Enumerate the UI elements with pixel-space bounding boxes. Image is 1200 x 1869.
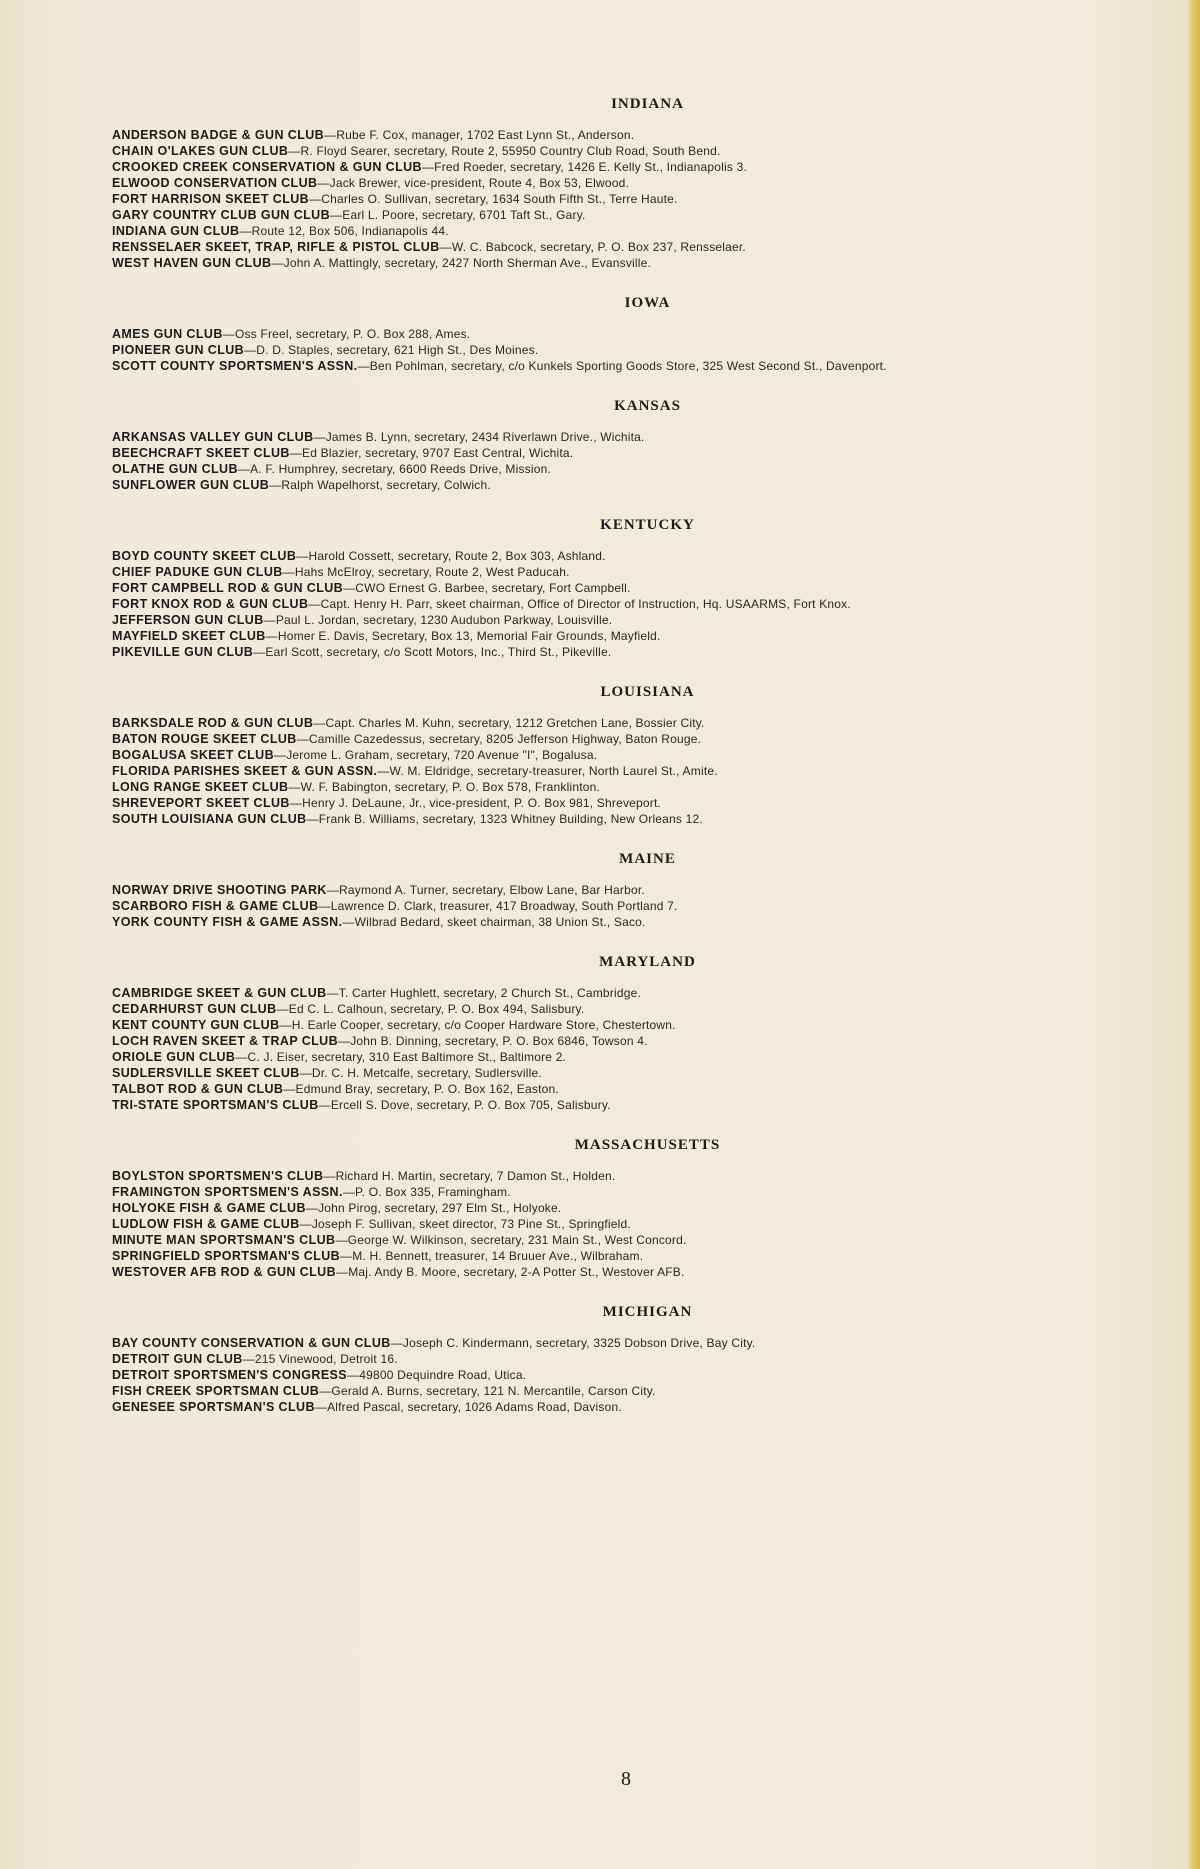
club-entry bbox=[112, 1367, 1157, 1383]
club-contact: —James B. Lynn, secretary, 2434 Riverlawn Drive., Wichita. bbox=[313, 430, 645, 444]
club-contact: —215 Vinewood, Detroit 16. bbox=[242, 1352, 398, 1366]
club-contact: —Joseph C. Kindermann, secretary, 3325 Dobson Drive, Bay City. bbox=[390, 1336, 756, 1350]
club-entry bbox=[112, 1383, 1157, 1399]
club-contact: —Earl Scott, secretary, c/o Scott Motors, Inc., Third St., Pikeville. bbox=[253, 645, 612, 659]
state-section bbox=[112, 1137, 1157, 1280]
club-name: CAMBRIDGE SKEET & GUN CLUB bbox=[112, 986, 327, 1000]
club-directory bbox=[112, 96, 1157, 1439]
club-contact: —John B. Dinning, secretary, P. O. Box 6846, Towson 4. bbox=[338, 1034, 648, 1048]
club-contact: —Edmund Bray, secretary, P. O. Box 162, Easton. bbox=[283, 1082, 559, 1096]
club-name: INDIANA GUN CLUB bbox=[112, 224, 240, 238]
club-name: SOUTH LOUISIANA GUN CLUB bbox=[112, 812, 307, 826]
club-contact: —Maj. Andy B. Moore, secretary, 2-A Potter St., Westover AFB. bbox=[336, 1265, 685, 1279]
club-contact: —Capt. Charles M. Kuhn, secretary, 1212 Gretchen Lane, Bossier City. bbox=[313, 716, 705, 730]
club-name: ARKANSAS VALLEY GUN CLUB bbox=[112, 430, 314, 444]
club-contact: —Ed C. L. Calhoun, secretary, P. O. Box 494, Salisbury. bbox=[276, 1002, 585, 1016]
club-name: SHREVEPORT SKEET CLUB bbox=[112, 796, 290, 810]
club-contact: —Earl L. Poore, secretary, 6701 Taft St., Gary. bbox=[330, 208, 586, 222]
club-contact: —Raymond A. Turner, secretary, Elbow Lane, Bar Harbor. bbox=[326, 883, 645, 897]
club-contact: —T. Carter Hughlett, secretary, 2 Church St., Cambridge. bbox=[326, 986, 642, 1000]
club-contact: —Henry J. DeLaune, Jr., vice-president, P. O. Box 981, Shreveport. bbox=[289, 796, 662, 810]
club-contact: —Paul L. Jordan, secretary, 1230 Audubon Parkway, Louisville. bbox=[263, 613, 613, 627]
club-name: SUNFLOWER GUN CLUB bbox=[112, 478, 270, 492]
club-name: SPRINGFIELD SPORTSMAN'S CLUB bbox=[112, 1249, 341, 1263]
club-entry bbox=[112, 882, 1157, 898]
club-entry bbox=[112, 898, 1157, 914]
club-entry bbox=[112, 1248, 1157, 1264]
club-name: MINUTE MAN SPORTSMAN'S CLUB bbox=[112, 1233, 336, 1247]
club-contact: —M. H. Bennett, treasurer, 14 Bruuer Ave., Wilbraham. bbox=[340, 1249, 644, 1263]
club-contact: —Camille Cazedessus, secretary, 8205 Jefferson Highway, Baton Rouge. bbox=[296, 732, 702, 746]
club-name: SCARBORO FISH & GAME CLUB bbox=[112, 899, 319, 913]
state-heading: MASSACHUSETTS bbox=[574, 1137, 721, 1153]
club-name: ELWOOD CONSERVATION CLUB bbox=[112, 176, 318, 190]
club-contact: —D. D. Staples, secretary, 621 High St., Des Moines. bbox=[244, 343, 539, 357]
club-contact: —Hahs McElroy, secretary, Route 2, West Paducah. bbox=[282, 565, 570, 579]
club-entry bbox=[112, 207, 1157, 223]
club-name: BATON ROUGE SKEET CLUB bbox=[112, 732, 297, 746]
club-contact: —Homer E. Davis, Secretary, Box 13, Memorial Fair Grounds, Mayfield. bbox=[265, 629, 661, 643]
club-entry bbox=[112, 239, 1157, 255]
state-section bbox=[112, 1304, 1157, 1415]
club-contact: —W. M. Eldridge, secretary-treasurer, North Laurel St., Amite. bbox=[377, 764, 718, 778]
club-entry bbox=[112, 342, 1157, 358]
club-entry bbox=[112, 1065, 1157, 1081]
club-entry bbox=[112, 1097, 1157, 1113]
club-name: WEST HAVEN GUN CLUB bbox=[112, 256, 272, 270]
club-contact: —Harold Cossett, secretary, Route 2, Box 303, Ashland. bbox=[296, 549, 606, 563]
club-name: BOGALUSA SKEET CLUB bbox=[112, 748, 275, 762]
club-entry bbox=[112, 429, 1157, 445]
club-contact: —49800 Dequindre Road, Utica. bbox=[347, 1368, 527, 1382]
club-entry bbox=[112, 1232, 1157, 1248]
club-name: LOCH RAVEN SKEET & TRAP CLUB bbox=[112, 1034, 339, 1048]
club-entry bbox=[112, 612, 1157, 628]
club-name: FLORIDA PARISHES SKEET & GUN ASSN. bbox=[112, 764, 378, 778]
club-entry bbox=[112, 1399, 1157, 1415]
club-name: LUDLOW FISH & GAME CLUB bbox=[112, 1217, 300, 1231]
club-entry bbox=[112, 445, 1157, 461]
state-heading: KENTUCKY bbox=[600, 517, 695, 533]
club-entry bbox=[112, 127, 1157, 143]
club-contact: —W. C. Babcock, secretary, P. O. Box 237, Rensselaer. bbox=[439, 240, 746, 254]
club-entry bbox=[112, 191, 1157, 207]
club-contact: —Jerome L. Graham, secretary, 720 Avenue "I", Bogalusa. bbox=[274, 748, 598, 762]
state-section bbox=[112, 517, 1157, 660]
club-contact: —John A. Mattingly, secretary, 2427 North Sherman Ave., Evansville. bbox=[271, 256, 652, 270]
club-contact: —Ed Blazier, secretary, 9707 East Central, Wichita. bbox=[289, 446, 574, 460]
club-entry bbox=[112, 1184, 1157, 1200]
state-section bbox=[112, 96, 1157, 271]
club-name: BARKSDALE ROD & GUN CLUB bbox=[112, 716, 314, 730]
club-contact: —Lawrence D. Clark, treasurer, 417 Broadway, South Portland 7. bbox=[318, 899, 678, 913]
club-name: OLATHE GUN CLUB bbox=[112, 462, 238, 476]
club-contact: —John Pirog, secretary, 297 Elm St., Holyoke. bbox=[305, 1201, 562, 1215]
club-name: CHIEF PADUKE GUN CLUB bbox=[112, 565, 283, 579]
club-name: BOYLSTON SPORTSMEN'S CLUB bbox=[112, 1169, 324, 1183]
state-heading: INDIANA bbox=[611, 96, 684, 112]
club-contact: —Jack Brewer, vice-president, Route 4, Box 53, Elwood. bbox=[317, 176, 630, 190]
club-name: LONG RANGE SKEET CLUB bbox=[112, 780, 289, 794]
club-contact: —Rube F. Cox, manager, 1702 East Lynn St., Anderson. bbox=[324, 128, 635, 142]
club-name: RENSSELAER SKEET, TRAP, RIFLE & PISTOL CLUB bbox=[112, 240, 440, 254]
state-section bbox=[112, 954, 1157, 1113]
club-entry bbox=[112, 143, 1157, 159]
club-name: ORIOLE GUN CLUB bbox=[112, 1050, 236, 1064]
club-contact: —A. F. Humphrey, secretary, 6600 Reeds Drive, Mission. bbox=[237, 462, 552, 476]
club-entry bbox=[112, 461, 1157, 477]
club-contact: —R. Floyd Searer, secretary, Route 2, 55950 Country Club Road, South Bend. bbox=[288, 144, 721, 158]
club-name: SUDLERSVILLE SKEET CLUB bbox=[112, 1066, 300, 1080]
club-entry bbox=[112, 1168, 1157, 1184]
club-entry bbox=[112, 763, 1157, 779]
state-heading: MARYLAND bbox=[599, 954, 696, 970]
club-name: SCOTT COUNTY SPORTSMEN'S ASSN. bbox=[112, 359, 358, 373]
club-name: NORWAY DRIVE SHOOTING PARK bbox=[112, 883, 327, 897]
club-entry bbox=[112, 564, 1157, 580]
club-entry bbox=[112, 1335, 1157, 1351]
club-name: DETROIT SPORTSMEN'S CONGRESS bbox=[112, 1368, 348, 1382]
state-heading: LOUISIANA bbox=[600, 684, 695, 700]
club-contact: —Dr. C. H. Metcalfe, secretary, Sudlersville. bbox=[299, 1066, 542, 1080]
club-entry bbox=[112, 477, 1157, 493]
state-section bbox=[112, 398, 1157, 493]
club-entry bbox=[112, 985, 1157, 1001]
club-entry bbox=[112, 1033, 1157, 1049]
club-entry bbox=[112, 223, 1157, 239]
club-contact: —W. F. Babington, secretary, P. O. Box 578, Franklinton. bbox=[288, 780, 601, 794]
club-name: TRI-STATE SPORTSMAN'S CLUB bbox=[112, 1098, 319, 1112]
club-contact: —Ercell S. Dove, secretary, P. O. Box 705, Salisbury. bbox=[318, 1098, 611, 1112]
club-entry bbox=[112, 914, 1157, 930]
club-entry bbox=[112, 644, 1157, 660]
club-name: WESTOVER AFB ROD & GUN CLUB bbox=[112, 1265, 336, 1279]
club-contact: —P. O. Box 335, Framingham. bbox=[342, 1185, 511, 1199]
club-name: FORT HARRISON SKEET CLUB bbox=[112, 192, 310, 206]
club-name: FORT KNOX ROD & GUN CLUB bbox=[112, 597, 309, 611]
club-entry bbox=[112, 1264, 1157, 1280]
club-contact: —Ralph Wapelhorst, secretary, Colwich. bbox=[269, 478, 491, 492]
club-name: TALBOT ROD & GUN CLUB bbox=[112, 1082, 284, 1096]
club-name: FORT CAMPBELL ROD & GUN CLUB bbox=[112, 581, 344, 595]
club-entry bbox=[112, 1081, 1157, 1097]
club-contact: —Fred Roeder, secretary, 1426 E. Kelly St., Indianapolis 3. bbox=[421, 160, 748, 174]
club-contact: —Gerald A. Burns, secretary, 121 N. Mercantile, Carson City. bbox=[319, 1384, 656, 1398]
club-name: FISH CREEK SPORTSMAN CLUB bbox=[112, 1384, 320, 1398]
club-entry bbox=[112, 1200, 1157, 1216]
club-entry bbox=[112, 1001, 1157, 1017]
club-entry bbox=[112, 1017, 1157, 1033]
club-name: CROOKED CREEK CONSERVATION & GUN CLUB bbox=[112, 160, 422, 174]
club-name: BAY COUNTY CONSERVATION & GUN CLUB bbox=[112, 1336, 391, 1350]
club-entry bbox=[112, 159, 1157, 175]
club-name: BEECHCRAFT SKEET CLUB bbox=[112, 446, 290, 460]
club-entry bbox=[112, 326, 1157, 342]
page-number: 8 bbox=[621, 1768, 631, 1790]
club-entry bbox=[112, 811, 1157, 827]
club-entry bbox=[112, 175, 1157, 191]
club-entry bbox=[112, 1351, 1157, 1367]
club-contact: —Joseph F. Sullivan, skeet director, 73 Pine St., Springfield. bbox=[299, 1217, 631, 1231]
club-entry bbox=[112, 747, 1157, 763]
club-name: KENT COUNTY GUN CLUB bbox=[112, 1018, 280, 1032]
club-entry bbox=[112, 1216, 1157, 1232]
club-entry bbox=[112, 731, 1157, 747]
club-name: CEDARHURST GUN CLUB bbox=[112, 1002, 277, 1016]
state-heading: IOWA bbox=[624, 295, 671, 311]
club-name: GARY COUNTRY CLUB GUN CLUB bbox=[112, 208, 331, 222]
club-contact: —CWO Ernest G. Barbee, secretary, Fort Campbell. bbox=[343, 581, 631, 595]
club-entry bbox=[112, 1049, 1157, 1065]
club-name: JEFFERSON GUN CLUB bbox=[112, 613, 264, 627]
club-contact: —Alfred Pascal, secretary, 1026 Adams Road, Davison. bbox=[314, 1400, 622, 1414]
club-name: CHAIN O'LAKES GUN CLUB bbox=[112, 144, 289, 158]
club-name: BOYD COUNTY SKEET CLUB bbox=[112, 549, 297, 563]
club-contact: —Capt. Henry H. Parr, skeet chairman, Office of Director of Instruction, Hq. USAARMS, Fort Knox. bbox=[308, 597, 851, 611]
state-heading: MAINE bbox=[619, 851, 676, 867]
club-name: PIKEVILLE GUN CLUB bbox=[112, 645, 254, 659]
club-contact: —Richard H. Martin, secretary, 7 Damon St., Holden. bbox=[323, 1169, 616, 1183]
club-name: AMES GUN CLUB bbox=[112, 327, 223, 341]
club-contact: —Wilbrad Bedard, skeet chairman, 38 Union St., Saco. bbox=[342, 915, 646, 929]
club-name: MAYFIELD SKEET CLUB bbox=[112, 629, 266, 643]
club-entry bbox=[112, 255, 1157, 271]
club-entry bbox=[112, 628, 1157, 644]
club-contact: —Frank B. Williams, secretary, 1323 Whitney Building, New Orleans 12. bbox=[306, 812, 703, 826]
state-heading: MICHIGAN bbox=[602, 1304, 693, 1320]
club-contact: —George W. Wilkinson, secretary, 231 Main St., West Concord. bbox=[335, 1233, 687, 1247]
state-section bbox=[112, 295, 1157, 374]
club-name: ANDERSON BADGE & GUN CLUB bbox=[112, 128, 325, 142]
club-entry bbox=[112, 795, 1157, 811]
club-contact: —C. J. Eiser, secretary, 310 East Baltimore St., Baltimore 2. bbox=[235, 1050, 567, 1064]
club-name: HOLYOKE FISH & GAME CLUB bbox=[112, 1201, 306, 1215]
club-contact: —Oss Freel, secretary, P. O. Box 288, Ames. bbox=[222, 327, 471, 341]
club-contact: —H. Earle Cooper, secretary, c/o Cooper Hardware Store, Chestertown. bbox=[279, 1018, 676, 1032]
club-name: FRAMINGTON SPORTSMEN'S ASSN. bbox=[112, 1185, 343, 1199]
state-section bbox=[112, 684, 1157, 827]
club-contact: —Ben Pohlman, secretary, c/o Kunkels Sporting Goods Store, 325 West Second St., Davenport. bbox=[357, 359, 887, 373]
club-entry bbox=[112, 580, 1157, 596]
club-contact: —Route 12, Box 506, Indianapolis 44. bbox=[239, 224, 449, 238]
club-contact: —Charles O. Sullivan, secretary, 1634 South Fifth St., Terre Haute. bbox=[309, 192, 678, 206]
club-name: YORK COUNTY FISH & GAME ASSN. bbox=[112, 915, 343, 929]
club-entry bbox=[112, 548, 1157, 564]
club-entry bbox=[112, 715, 1157, 731]
club-entry bbox=[112, 779, 1157, 795]
club-name: GENESEE SPORTSMAN'S CLUB bbox=[112, 1400, 315, 1414]
page-edge bbox=[1188, 0, 1200, 1869]
club-entry bbox=[112, 358, 1157, 374]
state-section bbox=[112, 851, 1157, 930]
club-name: DETROIT GUN CLUB bbox=[112, 1352, 243, 1366]
state-heading: KANSAS bbox=[614, 398, 681, 414]
club-name: PIONEER GUN CLUB bbox=[112, 343, 245, 357]
club-entry bbox=[112, 596, 1157, 612]
